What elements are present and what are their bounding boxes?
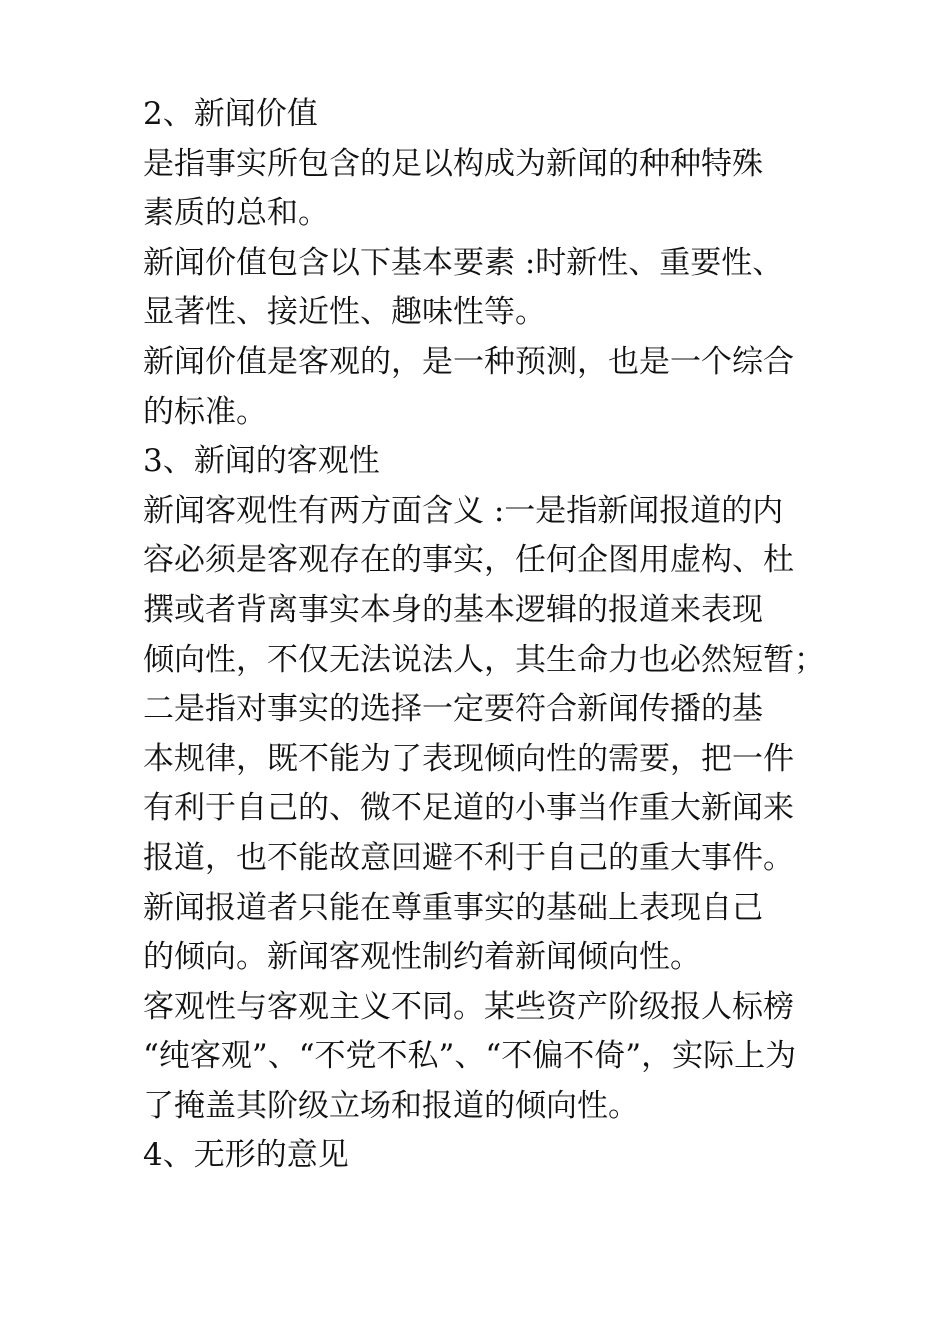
text-line: 本规律，既不能为了表现倾向性的需要，把一件 [143,740,794,777]
text-line: 容必须是客观存在的事实，任何企图用虚构、杜 [143,542,794,579]
text-line: 倾向性，不仅无法说法人，其生命力也必然短暂； [143,641,825,678]
text-line: 新闻客观性有两方面含义 :一是指新闻报道的内 [143,492,784,529]
text-line: 客观性与客观主义不同。某些资产阶级报人标榜 [143,988,794,1025]
text-line: 的倾向。新闻客观性制约着新闻倾向性。 [143,939,701,976]
text-line: 二是指对事实的选择一定要符合新闻传播的基 [143,691,763,728]
section-heading-2: 2、新闻价值 [143,96,318,132]
text-line: “纯客观”、“不党不私”、“不偏不倚”，实际上为 [143,1038,797,1075]
text-line: 新闻价值是客观的，是一种预测，也是一个综合 [143,343,794,380]
text-line: 的标准。 [143,393,267,430]
text-line: 素质的总和。 [143,195,329,232]
section-heading-4: 4、无形的意见 [143,1137,349,1174]
text-line: 显著性、接近性、趣味性等。 [143,294,546,331]
text-line: 是指事实所包含的足以构成为新闻的种种特殊 [143,145,763,182]
text-line: 报道，也不能故意回避不利于自己的重大事件。 [143,839,794,876]
text-line: 了掩盖其阶级立场和报道的倾向性。 [143,1087,639,1124]
section-heading-3: 3、新闻的客观性 [143,443,380,480]
text-line: 新闻价值包含以下基本要素 :时新性、重要性、 [143,244,784,281]
document-body [143,90,823,1181]
text-line: 有利于自己的、微不足道的小事当作重大新闻来 [143,790,794,827]
text-line: 撰或者背离事实本身的基本逻辑的报道来表现 [143,591,763,628]
text-line: 新闻报道者只能在尊重事实的基础上表现自己 [143,889,763,926]
